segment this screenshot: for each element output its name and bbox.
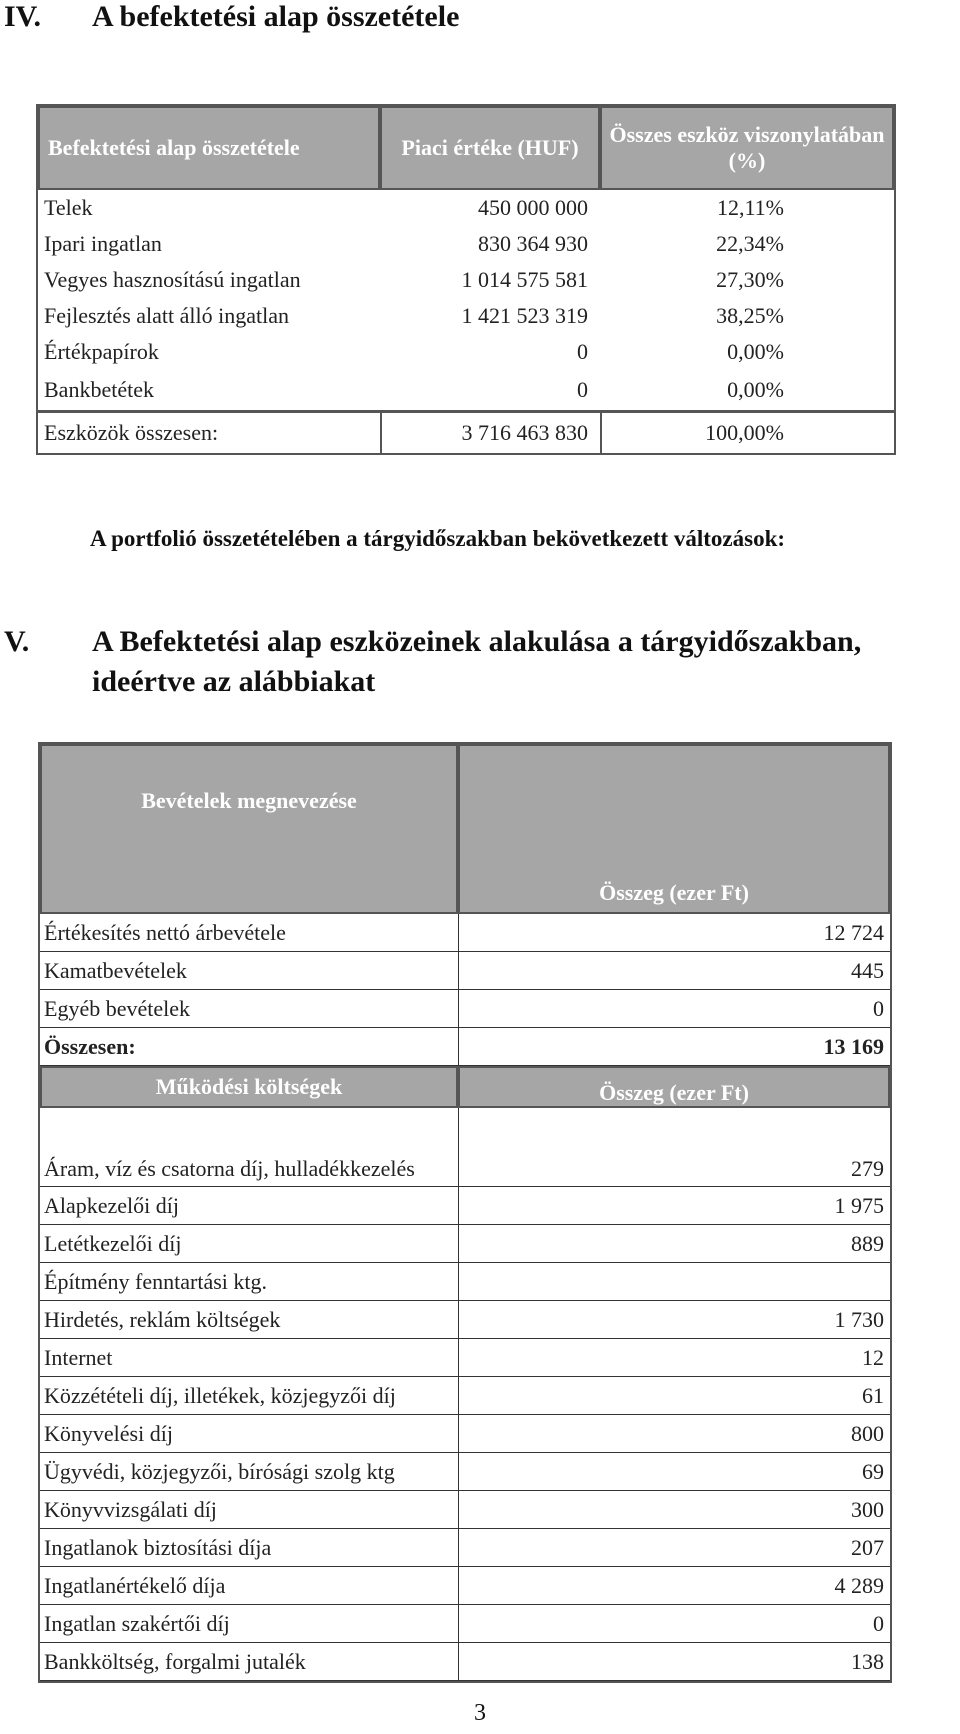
cost-row-value: 138 bbox=[458, 1643, 890, 1681]
composition-total-value: 3 716 463 830 bbox=[380, 410, 600, 453]
income-row bbox=[40, 914, 890, 952]
cost-row bbox=[40, 1187, 890, 1225]
cost-row-name: Internet bbox=[40, 1339, 458, 1377]
composition-row-pct: 0,00% bbox=[727, 339, 784, 364]
income-row bbox=[40, 952, 890, 990]
income-header-amount: Összeg (ezer Ft) bbox=[458, 744, 890, 914]
cost-row-value: 300 bbox=[458, 1491, 890, 1529]
composition-total-name: Eszközök összesen: bbox=[38, 410, 380, 453]
cost-row bbox=[40, 1567, 890, 1605]
cost-row-name: Hirdetés, reklám költségek bbox=[40, 1301, 458, 1339]
cost-row-name: Könyvvizsgálati díj bbox=[40, 1491, 458, 1529]
composition-total-row bbox=[38, 410, 894, 453]
section-4-heading bbox=[4, 0, 459, 34]
income-row-value: 0 bbox=[458, 990, 890, 1028]
composition-row-name: Fejlesztés alatt álló ingatlan bbox=[44, 303, 289, 328]
composition-header-name: Befektetési alap összetétele bbox=[38, 106, 380, 190]
income-costs-table bbox=[38, 742, 892, 1683]
composition-row-value: 0 bbox=[577, 339, 588, 364]
composition-row-name: Vegyes hasznosítású ingatlan bbox=[44, 267, 301, 292]
composition-row bbox=[38, 262, 894, 298]
composition-table bbox=[36, 104, 896, 455]
cost-row bbox=[40, 1263, 890, 1301]
composition-row bbox=[38, 370, 894, 410]
cost-row bbox=[40, 1339, 890, 1377]
cost-row-name: Ingatlan szakértői díj bbox=[40, 1605, 458, 1643]
income-total-value: 13 169 bbox=[458, 1028, 890, 1066]
cost-row-value: 61 bbox=[458, 1377, 890, 1415]
cost-row bbox=[40, 1108, 890, 1187]
income-total-row bbox=[40, 1028, 890, 1066]
section-5-heading bbox=[4, 622, 952, 702]
cost-row-name: Bankköltség, forgalmi jutalék bbox=[40, 1643, 458, 1681]
section-5-number: V. bbox=[4, 625, 30, 658]
costs-header-name: Működési költségek bbox=[40, 1066, 458, 1108]
cost-row bbox=[40, 1529, 890, 1567]
cost-row bbox=[40, 1415, 890, 1453]
composition-total-pct: 100,00% bbox=[600, 410, 894, 453]
section-4-title: A befektetési alap összetétele bbox=[92, 0, 460, 33]
cost-row bbox=[40, 1301, 890, 1339]
composition-row-name: Ipari ingatlan bbox=[44, 231, 162, 256]
income-row-value: 12 724 bbox=[458, 914, 890, 952]
composition-row-pct: 0,00% bbox=[727, 377, 784, 402]
costs-header-amount: Összeg (ezer Ft) bbox=[458, 1066, 890, 1108]
cost-row-value: 12 bbox=[458, 1339, 890, 1377]
composition-row-name: Telek bbox=[44, 195, 93, 220]
income-row-name: Egyéb bevételek bbox=[40, 990, 458, 1028]
composition-row-pct: 38,25% bbox=[716, 303, 784, 328]
income-header-name: Bevételek megnevezése bbox=[40, 744, 458, 914]
composition-row-value: 450 000 000 bbox=[478, 195, 588, 220]
cost-row-value: 800 bbox=[458, 1415, 890, 1453]
cost-row-value: 207 bbox=[458, 1529, 890, 1567]
income-row-name: Kamatbevételek bbox=[40, 952, 458, 990]
composition-row-pct: 27,30% bbox=[716, 267, 784, 292]
composition-row-value: 1 421 523 319 bbox=[461, 303, 588, 328]
cost-row-value: 1 730 bbox=[458, 1301, 890, 1339]
composition-row-value: 1 014 575 581 bbox=[461, 267, 588, 292]
cost-row-name: Építmény fenntartási ktg. bbox=[40, 1263, 458, 1301]
composition-row-value: 830 364 930 bbox=[478, 231, 588, 256]
cost-row-name: Közzétételi díj, illetékek, közjegyzői díj bbox=[40, 1377, 458, 1415]
costs-header-row bbox=[40, 1066, 890, 1108]
cost-row-name: Ingatlanok biztosítási díja bbox=[40, 1529, 458, 1567]
cost-row-value: 889 bbox=[458, 1225, 890, 1263]
portfolio-note: A portfolió összetételében a tárgyidőszakban bekövetkezett változások: bbox=[90, 526, 786, 551]
cost-row-value: 4 289 bbox=[458, 1567, 890, 1605]
section-5-title: A Befektetési alap eszközeinek alakulása a tárgyidőszakban, ideértve az alábbiakat bbox=[92, 625, 862, 698]
page-number: 3 bbox=[474, 1700, 486, 1726]
cost-row bbox=[40, 1643, 890, 1681]
cost-row bbox=[40, 1225, 890, 1263]
cost-row-name: Letétkezelői díj bbox=[40, 1225, 458, 1263]
composition-header-value: Piaci értéke (HUF) bbox=[380, 106, 600, 190]
composition-row-pct: 22,34% bbox=[716, 231, 784, 256]
composition-header-row bbox=[38, 106, 894, 190]
cost-row-name: Könyvelési díj bbox=[40, 1415, 458, 1453]
cost-row-name: Alapkezelői díj bbox=[40, 1187, 458, 1225]
income-row bbox=[40, 990, 890, 1028]
cost-row bbox=[40, 1491, 890, 1529]
cost-row-value: 0 bbox=[458, 1605, 890, 1643]
section-4-number: IV. bbox=[4, 0, 41, 33]
composition-row bbox=[38, 226, 894, 262]
cost-row-name: Ügyvédi, közjegyzői, bírósági szolg ktg bbox=[40, 1453, 458, 1491]
composition-row bbox=[38, 298, 894, 334]
income-row-name: Értékesítés nettó árbevétele bbox=[40, 914, 458, 952]
cost-row-name: Áram, víz és csatorna díj, hulladékkezelés bbox=[40, 1108, 458, 1187]
composition-row bbox=[38, 190, 894, 226]
composition-row-name: Bankbetétek bbox=[44, 377, 154, 402]
cost-row-value: 69 bbox=[458, 1453, 890, 1491]
income-total-name: Összesen: bbox=[40, 1028, 458, 1066]
cost-row-value: 279 bbox=[458, 1108, 890, 1187]
cost-row bbox=[40, 1377, 890, 1415]
income-row-value: 445 bbox=[458, 952, 890, 990]
composition-row bbox=[38, 334, 894, 370]
composition-row-value: 0 bbox=[577, 377, 588, 402]
cost-row bbox=[40, 1605, 890, 1643]
composition-row-name: Értékpapírok bbox=[44, 339, 159, 364]
composition-row-pct: 12,11% bbox=[716, 195, 784, 220]
cost-row-value: 1 975 bbox=[458, 1187, 890, 1225]
cost-row-name: Ingatlanértékelő díja bbox=[40, 1567, 458, 1605]
cost-row bbox=[40, 1453, 890, 1491]
income-header-row bbox=[40, 744, 890, 914]
cost-row-value bbox=[458, 1263, 890, 1301]
composition-header-pct: Összes eszköz viszonylatában (%) bbox=[600, 106, 894, 190]
